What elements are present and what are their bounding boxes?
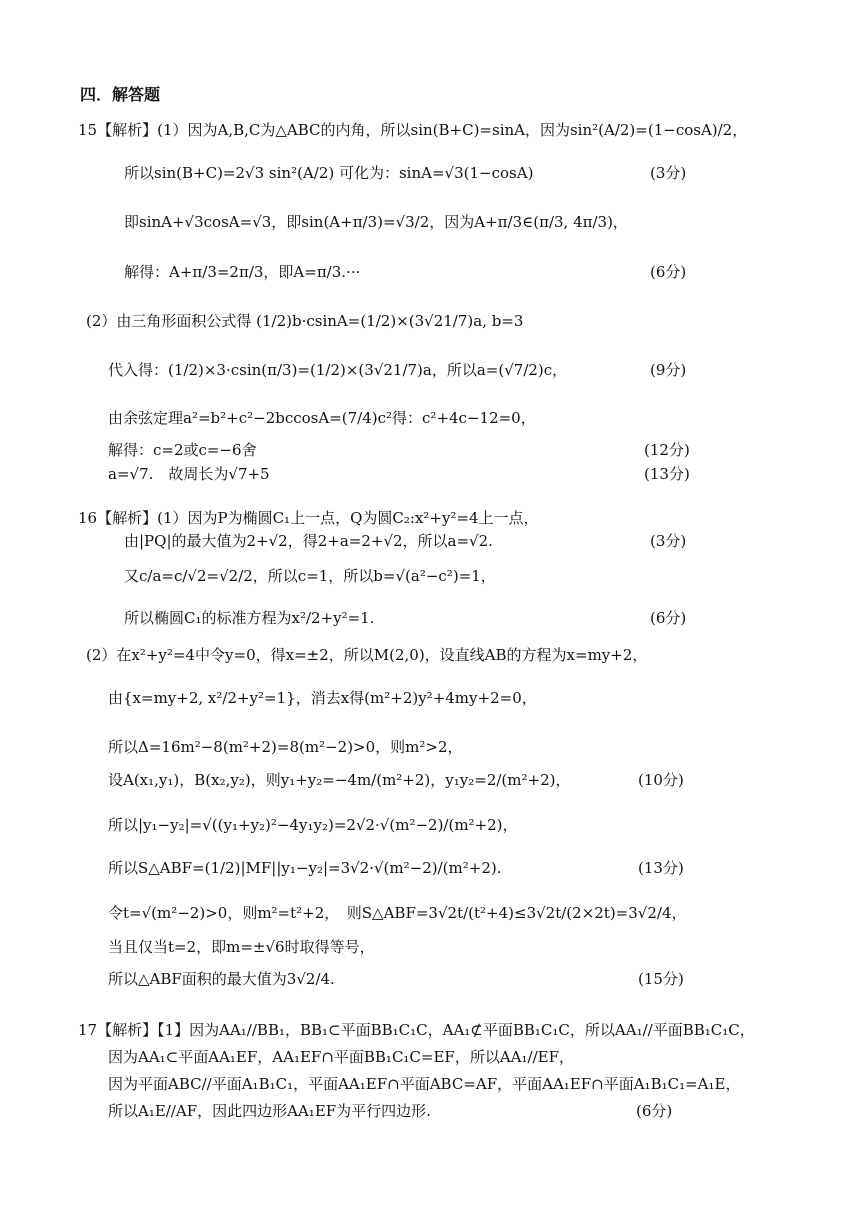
q16-line-9: 所以|y₁−y₂|=√((y₁+y₂)²−4y₁y₂)=2√2·√(m²−2)/(m²+2)， [108,816,518,834]
q16-line-1: 16【解析】(1）因为P为椭圆C₁上一点，Q为圆C₂:x²+y²=4上一点， [78,509,539,527]
q17-line-4: 所以A₁E//AF，因此四边形AA₁EF为平行四边形. [108,1102,431,1120]
q15-line-8: 解得：c=2或c=−6舍 [108,441,257,459]
q15-score-9: (9分) [650,361,687,379]
q16-line-3: 又c/a=c/√2=√2/2，所以c=1，所以b=√(a²−c²)=1， [124,567,496,585]
q15-line-1: 15【解析】(1）因为A,B,C为△ABC的内角，所以sin(B+C)=sinA，因为sin²(A/2)=(1−cosA)/2， [78,121,748,139]
q16-line-2: 由|PQ|的最大值为2+√2，得2+a=2+√2，所以a=√2. [124,532,493,550]
q16-score-13: (13分) [638,859,684,877]
q16-score-15: (15分) [638,970,684,988]
q15-score-6: (6分) [650,263,687,281]
q16-score-3: (3分) [650,532,687,550]
q16-line-7: 所以Δ=16m²−8(m²+2)=8(m²−2)>0，则m²>2， [108,738,463,756]
q17-line-2: 因为AA₁⊂平面AA₁EF，AA₁EF∩平面BB₁C₁C=EF，所以AA₁//EF， [108,1048,574,1066]
q16-line-6: 由{x=my+2, x²/2+y²=1}，消去x得(m²+2)y²+4my+2=0， [108,689,537,707]
q15-line-4: 解得：A+π/3=2π/3，即A=π/3.··· [124,263,361,281]
q16-line-5: (2）在x²+y²=4中令y=0，得x=±2，所以M(2,0)，设直线AB的方程为x=my+2， [86,646,648,664]
q15-line-9: a=√7. 故周长为√7+5 [108,465,270,483]
q15-score-12: (12分) [644,441,690,459]
q15-line-5: (2）由三角形面积公式得 (1/2)b·csinA=(1/2)×(3√21/7)a, b=3 [86,312,524,330]
q16-line-8: 设A(x₁,y₁)，B(x₂,y₂)，则y₁+y₂=−4m/(m²+2)，y₁y₂=2/(m²+2)， [108,771,571,789]
q17-line-1: 17【解析】【1】因为AA₁//BB₁，BB₁⊂平面BB₁C₁C，AA₁⊄平面BB₁C₁C，所以AA₁//平面BB₁C₁C， [78,1021,755,1039]
q15-line-6: 代入得：(1/2)×3·csin(π/3)=(1/2)×(3√21/7)a，所以a=(√7/2)c， [108,361,568,379]
q16-score-6: (6分) [650,609,687,627]
q15-line-7: 由余弦定理a²=b²+c²−2bccosA=(7/4)c²得：c²+4c−12=0， [108,409,536,427]
section-title: 四．解答题 [80,85,161,104]
q15-score-3: (3分) [650,164,687,182]
q16-line-10: 所以S△ABF=(1/2)|MF||y₁−y₂|=3√2·√(m²−2)/(m²+2). [108,859,502,877]
q16-line-11: 令t=√(m²−2)>0，则m²=t²+2， 则S△ABF=3√2t/(t²+4)≤3√2t/(2×2t)=3√2/4， [108,904,687,922]
q16-score-10: (10分) [638,771,684,789]
q17-line-3: 因为平面ABC//平面A₁B₁C₁，平面AA₁EF∩平面ABC=AF，平面AA₁EF∩平面A₁B₁C₁=A₁E， [108,1075,741,1093]
q16-line-4: 所以椭圆C₁的标准方程为x²/2+y²=1. [124,609,375,627]
q15-line-3: 即sinA+√3cosA=√3，即sin(A+π/3)=√3/2，因为A+π/3∈(π/3, 4π/3)， [124,213,628,231]
q15-line-2: 所以sin(B+C)=2√3 sin²(A/2) 可化为：sinA=√3(1−cosA) [124,164,534,182]
q17-score-6: (6分) [636,1102,673,1120]
q16-line-12: 当且仅当t=2，即m=±√6时取得等号， [108,938,375,956]
q16-line-13: 所以△ABF面积的最大值为3√2/4. [108,970,335,988]
q15-score-13: (13分) [644,465,690,483]
